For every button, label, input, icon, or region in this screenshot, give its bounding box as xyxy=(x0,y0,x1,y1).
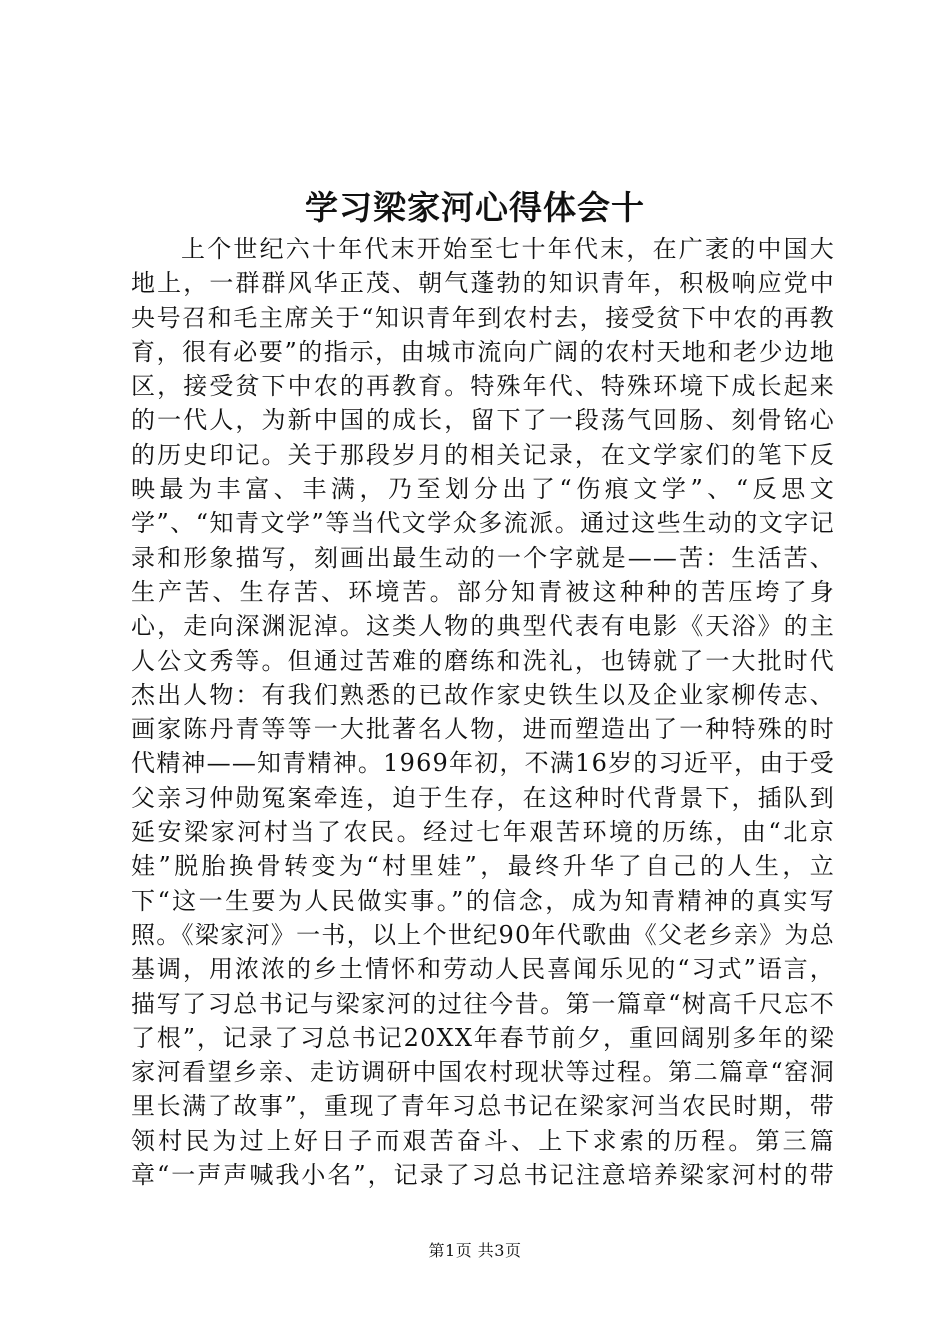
page-number-footer: 第1页 共3页 xyxy=(428,1241,522,1260)
body-paragraph: 上个世纪六十年代末开始至七十年代末，在广袤的中国大地上，一群群风华正茂、朝气蓬勃的知识青年，积极响应党中央号召和毛主席关于“知识青年到农村去，接受贫下中农的再教育，很有必要”的指示，由城市流向广阔的农村天地和老少边地区，接受贫下中农的再教育。特殊年代、特殊环境下成长起来的一代人，为新中国的成长，留下了一段荡气回肠、刻骨铭心的历史印记。关于那段岁月的相关记录，在文学家们的笔下反映最为丰富、丰满，乃至划分出了“伤痕文学”、“反思文学”、“知青文学”等当代文学众多流派。通过这些生动的文字记录和形象描写，刻画出最生动的一个字就是——苦：生活苦、生产苦、生存苦、环境苦。部分知青被这种种的苦压垮了身心，走向深渊泥淖。这类人物的典型代表有电影《天浴》的主人公文秀等。但通过苦难的磨练和洗礼，也铸就了一大批时代杰出人物：有我们熟悉的已故作家史铁生以及企业家柳传志、画家陈丹青等等一大批著名人物，进而塑造出了一种特殊的时代精神——知青精神。1969年初，不满16岁的习近平，由于受父亲习仲勋冤案牵连，迫于生存，在这种时代背景下，插队到延安梁家河村当了农民。经过七年艰苦环境的历练，由“北京娃”脱胎换骨转变为“村里娃”，最终升华了自己的人生，立下“这一生要为人民做实事。”的信念，成为知青精神的真实写照。《梁家河》一书，以上个世纪90年代歌曲《父老乡亲》为总基调，用浓浓的乡土情怀和劳动人民喜闻乐见的“习式”语言，描写了习总书记与梁家河的过往今昔。第一篇章“树高千尺忘不了根”，记录了习总书记20XX年春节前夕，重回阔别多年的梁家河看望乡亲、走访调研中国农村现状等过程。第二篇章“窑洞里长满了故事”，重现了青年习总书记在梁家河当农民时期，带领村民为过上好日子而艰苦奋斗、上下求索的历程。第三篇章“一声声喊我小名”，记录了习总书记注意培养梁家河村的带 xyxy=(131,235,835,1190)
document-title: 学习梁家河心得体会十 xyxy=(305,188,645,227)
